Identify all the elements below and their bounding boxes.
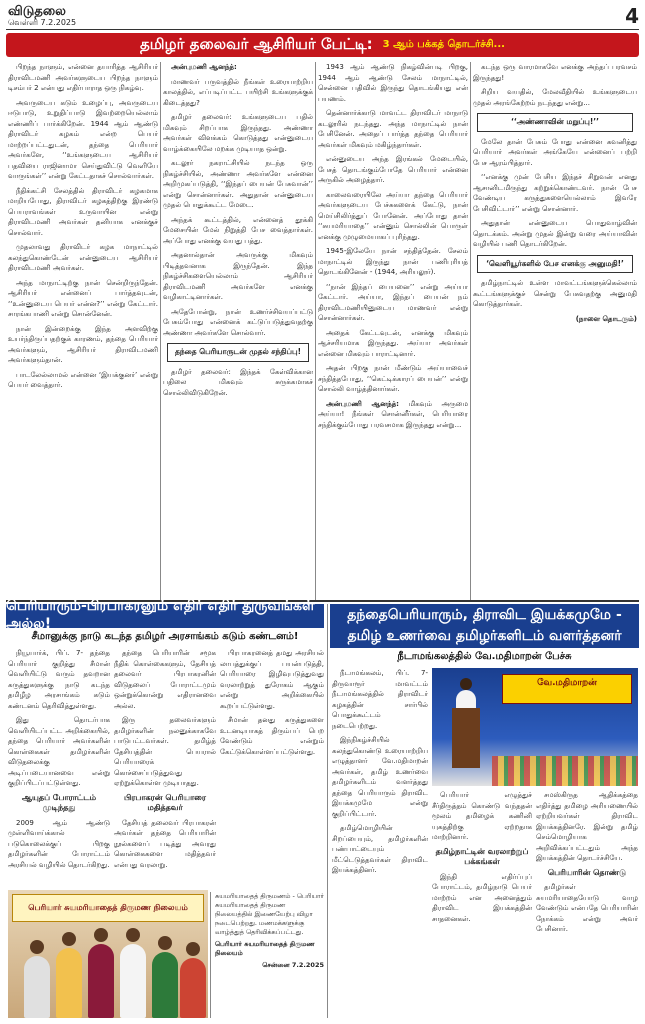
paragraph: என்னுடைய அந்த இரங்கல் மேடையில், பேசத் தொடங்கும்போதே பெரியார் என்னை அருகில் அழைத்தார். bbox=[318, 155, 468, 184]
question-speaker: அன்புமணி ஆனந்த்: bbox=[326, 399, 399, 408]
paragraph: தமிழர்கள் சுயமரியாதையோடு வாழ வேண்டும் என்பதே பெரியாரின் நோக்கம் என்று அவர் பேசினார். bbox=[536, 883, 638, 933]
paragraph: தமிழ்நாட்டில் உள்ள மாவட்டங்களுக்கெல்லாம் கூட்டங்களுக்குச் சென்று பேசுவதற்கு அனுமதி கொடுத்தார்கள். bbox=[473, 279, 637, 308]
paragraph: இந்தி எதிர்ப்புப் போராட்டம், தமிழ்நாடு பெயர் மாற்றம் என அனைத்தும் திராவிட இயக்கத்தின் சாதனைகள். bbox=[432, 872, 532, 923]
photo-caption bbox=[210, 892, 324, 1018]
paragraph: அதுதான் என்னுடைய பொதுவாழ்வின் தொடக்கம். அன்று முதல் இன்று வரை அய்யாவின் வழியில் பணி தொடர்கிறேன். bbox=[473, 219, 637, 248]
paragraph: முதலாவது திராவிடர் கழக மாநாட்டில் கலந்துகொண்டேன் என்னுடைய ஆசிரியர் திராவிடமணி அவர்கள். bbox=[8, 243, 158, 272]
flower-decoration bbox=[492, 756, 638, 786]
speaker-figure bbox=[460, 678, 472, 690]
story-a-subheading: பிரபாகரன் பெரியாரை மதித்தவர் bbox=[123, 792, 207, 812]
paragraph: நீதிக்கட்சி சேலத்தில் திராவிடர் கழகமாக மாறியபோது, திராவிடர் கழகத்திற்கு இரண்டு பெயராவங்கள் உருவாயின என்று திராவிடமணி அவர்கள் தனியாக எனக்குச் சொல்வார். bbox=[8, 186, 158, 237]
subheading-box: தந்தை பெரியாருடன் முதல் சந்திப்பு! bbox=[167, 343, 309, 362]
paragraph: அதனால்தான் அவருக்கு மிகவும் பிடித்தவனாக இருந்தேன். இந்த நிகழ்ச்சிகளையெல்லாம் ஆசிரியர் திராவிடமணி அவர்களே எனக்கு வழிகாட்டினார்கள். bbox=[163, 251, 313, 301]
wedding-photo bbox=[8, 890, 208, 1018]
paragraph: இது தொடர்பாக வெளியிடப்பட்ட அறிக்கையில், தந்தை பெரியார் அவர்களின் கொள்கைகள் தமிழர்களின் விடுதலைக்கு அடிப்படையானவை என்று குறிப்பிடப்பட்டுள்ளது. bbox=[8, 716, 110, 787]
column-divider bbox=[327, 604, 328, 1018]
story-a-subheadline: சீமானுக்கு நாடு கடந்த தமிழர் அரசாங்கம் கடும் கண்டனம்! bbox=[31, 631, 299, 642]
subheading-box: ‘வெளியூர்களில் பேச எனக்கு அனுமதி!’ bbox=[477, 255, 633, 274]
paragraph: கடலூர் நகராட்சியில் நடந்த ஒரு நிகழ்ச்சியில், அண்ணா அவர்களே என்னை அறிமுகப்படுத்தி, ‘‘இந்தப் பையன் பேசுவான்’’ என்று சொன்னார்கள். அதுதான் என்னுடைய முதல் பொதுக்கூட்ட மேடை. bbox=[163, 159, 313, 209]
masthead-rule bbox=[6, 29, 639, 30]
caption-tagline: பெரியார் சுயமரியாதைத் திருமண நிலையம் bbox=[215, 940, 315, 957]
story-b-headline: தந்தைபெரியாரும், திராவிட இயக்கமுமே - தமிழ் உணர்வை தமிழர்களிடம் வளர்த்தனர் bbox=[330, 604, 639, 648]
page-number: 4 bbox=[625, 4, 639, 28]
interview-column-4 bbox=[473, 62, 637, 600]
paragraph: 1945-இலேயே நான் சந்தித்தேன். சேலம் மாநாட்டில் இருந்து நான் பணிபுரியத் தொடங்கினேன் - (1944, அரியலூர்). bbox=[318, 247, 468, 276]
paragraph: 1943 ஆம் ஆண்டு நிகழ்வின்படி பிறகு, 1944 ஆம் ஆண்டு சேலம் மாநாட்டில், சென்னை பதிவில் இருந்து தொடங்கியது என் பயணம். bbox=[318, 63, 468, 103]
paragraph: நீடாமங்கலம், பிப். 7- திருவாரூர் மாவட்டம் நீடாமங்கலத்தில் திராவிடர் கழகத்தின் சார்பில் பொதுக்கூட்டம் நடைபெற்றது. bbox=[332, 669, 428, 730]
paragraph: தமிழர் தலைவர்: உங்களுடைய பதில் மிகவும் சிறப்பாக இருந்தது. அண்ணா அவர்கள் விளக்கம் கொடுத்தது என்னுடைய வாழ்க்கையிலே மறக்க முடியாத ஒன்று. bbox=[163, 113, 313, 153]
paragraph: தந்தை பெரியாரின் சமூக நீதிக் கொள்கைகளும், தேசியத் தலைவர் பிரபாகரனின் விடுதலைப் போராட்டமும் ஒன்றுக்கொன்று எதிரானவை அல்ல. bbox=[114, 649, 216, 710]
question-speaker: அன்புமணி ஆனந்த்: bbox=[171, 63, 237, 71]
story-a-subheading: ஆயுதப் போராட்டம் முடிந்தது bbox=[21, 792, 97, 812]
question-text: மிகவும் அருமை அய்யா! நீங்கள் சொன்னீர்கள், பெரியாரை சந்திக்கும்போது பரவசமாக இருந்தது என்று... bbox=[318, 399, 468, 429]
paragraph: சீமான் தனது கருத்துகளை உடனடியாகத் திரும்பப் பெற வேண்டும் என்றும் கேட்டுக்கொள்ளப்பட்டுள்ளது. bbox=[220, 716, 324, 756]
interview-banner bbox=[6, 33, 639, 57]
interview-column-2 bbox=[163, 62, 313, 600]
paragraph: மாணவர் பருவத்தில் நீங்கள் உரையாற்றிய காலத்தில், எப்படிப்பட்ட பயிற்சி உங்களுக்குக் கிடைத்தது? bbox=[163, 77, 313, 107]
paragraph: நான் இன்றைக்கு இந்த அளவிற்கு உயர்ந்திருப்பதற்குக் காரணம், தந்தை பெரியார் அவர்களும், ஆசிரியர் திராவிடமணி அவர்களும்தான். bbox=[8, 324, 158, 364]
subheading-box: ‘‘அண்ணாவின் மறுப்பு!’’ bbox=[477, 113, 633, 132]
paragraph: பாடலேல்லாமல் என்னை ‘இயக்குனர்’ என்று பெயர் வைத்தார். bbox=[8, 370, 158, 389]
story-b-subheading: பெரியாரின் தொண்டு bbox=[547, 867, 627, 877]
paragraph: தமிழ்மொழியின் சிறப்பையும், தமிழர்களின் பண்பாட்டையும் மீட்டெடுத்தவர்கள் திராவிட இயக்கத்தினர். bbox=[332, 824, 428, 874]
paragraph: அவருடைய கடும் உழைப்பு, அவருடைய ஈடுபாடு, உறுதிப்பாடு இவற்றையெல்லாம் எண்ணிப் பார்க்கிறேன். 1944 ஆம் ஆண்டு திராவிடர் கழகம் என்ற பெயர் மாற்றப்பட்டதுடன், தந்தை பெரியார் அவர்களே, ‘‘உங்களுடைய ஆசிரியர் பதவியை ராஜினாமா செய்துவிட்டு வெளியே வாருங்கள்’’ என்று கேட்டதாகச் சொல்வார்கள். bbox=[8, 98, 158, 180]
paragraph: ‘‘எனக்கு முன் பேசிய இந்தச் சிறுவன் எனது ஆசானிடமிருந்து கற்றுக்கொண்டவர். நான் பேச வேண்டிய கருத்துகளையெல்லாம் இவரே பேசிவிட்டார்’’ என்று சொன்னார். bbox=[473, 173, 637, 213]
caption-text: சுயமரியாதைத் திருமணம் - பெரியார் சுயமரியாதைத் திருமண நிலையத்தில் இணையேற்பு விழா நடைபெற்றது. மணமக்களுக்கு வாழ்த்துத் தெரிவிக்கப்பட்டது. bbox=[215, 892, 324, 936]
column-divider bbox=[315, 62, 316, 600]
paragraph: இந்நிகழ்ச்சியில் கலந்துகொண்டு உரையாற்றிய எழுத்தாளர் வே.மதிமாறன் அவர்கள், தமிழ் உணர்வை தமிழர்களிடம் வளர்த்தது தந்தை பெரியாரும் திராவிட இயக்கமுமே என்று குறிப்பிட்டார். bbox=[332, 736, 428, 818]
paragraph: சிறிய வயதில், மேலவீதியில் உங்களுடைய முதல் அரங்கேற்றம் நடந்தது என்று... bbox=[473, 88, 637, 107]
paper-date: வெள்ளி 7.2.2025 bbox=[8, 18, 77, 27]
paragraph: ‘‘நான் இந்தப் பையனை’’ என்று அய்யா கேட்டார். அய்யா, இந்தப் பையன் நம் திராவிடமணியினுடைய மாணவர் என்று சொன்னார்கள். bbox=[318, 282, 468, 322]
paragraph: காலைவரையிலே அய்யா தந்தை பெரியார் அவர்களுடைய பேச்சுகளைக் கேட்டு, நான் மெய்சிலிர்த்துப் போனேன். அப்போது தான் ‘‘சுயமரியாதை’’ என்னும் சொல்லின் பொருள் எனக்கு முழுமையாகப் புரிந்தது. bbox=[318, 190, 468, 241]
person-figure bbox=[180, 958, 206, 1018]
story-a-column-3 bbox=[220, 648, 324, 888]
interview-column-1 bbox=[8, 62, 158, 600]
paragraph: தேசியத் தலைவர் பிரபாகரன் அவர்கள் தந்தை பெரியாரின் நூல்களைப் படித்து அவரது கொள்கைகளை மதித்தவர் என்பது வரலாறு. bbox=[114, 818, 216, 869]
paragraph: அதன் பிறகு நான் மீண்டும் அய்யாவைச் சந்தித்தபோது, ‘‘கெட்டிக்காரப் பையன்’’ என்று சொல்லி வாழ்த்தினார்கள். bbox=[318, 364, 468, 393]
caption-place-date: சென்னை 7.2.2025 bbox=[262, 961, 324, 969]
person-figure bbox=[120, 944, 146, 1018]
photo-banner: பெரியார் சுயமரியாதைத் திருமண நிலையம் bbox=[12, 894, 204, 922]
paragraph: நியூயார்க், பிப். 7- தந்தை பெரியார் குறித்து சீமான் வெளியிட்டு வரும் தவறான கருத்துகளுக்கு நாடு கடந்த தமிழீழ அரசாங்கம் கடும் கண்டனம் தெரிவித்துள்ளது. bbox=[8, 649, 110, 710]
story-b-column-2 bbox=[432, 790, 532, 1018]
paragraph: பிரபாகரனைத் தமது அரசியல் லாபத்துக்குப் பயன்படுத்தி, பெரியாரை இழிவுபடுத்துவது வரலாற்றுத் துரோகம் ஆகும் என்று அறிக்கையில் கூறப்பட்டுள்ளது. bbox=[220, 649, 324, 710]
paragraph: இரு தலைவர்களும் தமிழர்களின் நலனுக்காகவே பாடுபட்டவர்கள். தமிழ்த் தேசியத்தின் பெயரால் பெரியாரைக் கொச்சைப்படுத்துவது ஏற்றுக்கொள்ள முடியாதது. bbox=[114, 716, 216, 787]
story-b-column-1 bbox=[332, 668, 428, 1018]
story-b-column-3 bbox=[536, 790, 638, 1018]
continued-note: (நாளை தொடரும்) bbox=[575, 314, 637, 323]
paragraph: மேலே தான் பேசும் போது என்னை கவனித்து பெரியார் அவர்கள் அங்கேயே என்னைப் பற்றி பேச ஆரம்பித்தார். bbox=[473, 137, 637, 167]
paragraph: அதேபோன்று, நான் உணர்ச்சிவயப்பட்டு பேசும்போது என்னைக் கட்டுப்படுத்துவதற்கு அண்ணா அவர்களே சொல்வார். bbox=[163, 307, 313, 337]
column-divider bbox=[160, 62, 161, 600]
person-figure bbox=[152, 952, 178, 1018]
paragraph: தென்னார்க்காடு மாவட்ட திராவிடர் மாநாடு கடலூரில் நடந்தது. அந்த மாநாட்டில் நான் பேசினேன். அதைப் பார்த்த தந்தை பெரியார் அவர்கள் மிகவும் மகிழ்ந்தார்கள். bbox=[318, 109, 468, 149]
paragraph: கடந்த ஒரு வாரமாகவே எனக்கு அந்தப் பரவசம் இருந்தது! bbox=[473, 63, 637, 82]
story-b-subheadline: நீடாமங்கலத்தில் வே.மதிமாறன் பேச்சு bbox=[397, 651, 572, 662]
interview-continuation: 3 ஆம் பக்கத் தொடர்ச்சி... bbox=[382, 39, 505, 50]
event-photo bbox=[432, 668, 638, 786]
person-figure bbox=[88, 944, 114, 1018]
interview-title: தமிழர் தலைவர் ஆசிரியர் பேட்டி: bbox=[140, 35, 373, 53]
story-b-subheading: தமிழ்நாட்டின் வரலாற்றுப் பக்கங்கள் bbox=[435, 846, 529, 866]
paragraph: 2009 ஆம் ஆண்டு முள்ளிவாய்க்கால் படுகொலைக்குப் பிறகு தமிழர்களின் போராட்டம் அரசியல் வழியில் தொடர்கிறது. bbox=[8, 818, 110, 869]
paragraph: அதைக் கேட்டவுடன், எனக்கு மிகவும் ஆச்சரியமாக இருந்தது. அய்யா அவர்கள் என்னை மிகவும் பாராட்டினார். bbox=[318, 328, 468, 358]
interview-column-3 bbox=[318, 62, 468, 600]
paragraph: அந்த மாநாட்டிற்கு நான் சென்றிருந்தேன். ஆசிரியர் என்னைப் பார்த்தவுடன், ‘‘உன்னுடைய பெயர் என்ன?’’ என்று கேட்டார். சாரங்கபாணி என்று சொன்னேன். bbox=[8, 278, 158, 318]
podium bbox=[452, 708, 480, 768]
paper-name: விடுதலை bbox=[8, 4, 66, 19]
story-a-headline: பெரியாரும்-பிரபாகரனும் எதிர் எதிர் துருவங்கள் அல்ல! bbox=[6, 604, 324, 628]
person-figure bbox=[24, 956, 50, 1018]
paragraph: சமஸ்கிருத ஆதிக்கத்தை எதிர்த்து தமிழை அரியணையில் ஏற்றியவர்கள் திராவிட இயக்கத்தினரே. இன்று தமிழ் செம்மொழியாக அறிவிக்கப்பட்டதும் அந்த இயக்கத்தின் தொடர்ச்சியே. bbox=[536, 791, 638, 862]
paragraph: தமிழர் தலைவர்: இந்தக் கேள்விக்கான பதிலை மிகவும் சுருக்கமாகச் சொல்லிவிடுகிறேன். bbox=[163, 367, 313, 397]
paragraph: பிறந்த நாளும், என்னை தயாரித்த ஆசிரியர் திராவிடமணி அவர்களுடைய பிறந்த நாளும் டிசம்பர் 2 என்பது எதிர்பாராத ஒரு நிகழ்வு. bbox=[8, 63, 158, 92]
masthead bbox=[6, 4, 639, 30]
column-divider bbox=[470, 62, 471, 600]
stage-banner: வே.மதிமாறன் bbox=[502, 674, 632, 704]
paragraph: அந்தக் கூட்டத்தில், என்னைத் தூக்கி மேசையின் மேல் நிறுத்தி பேச வைத்தார்கள். அப்போது எனக்கு வயது பத்து. bbox=[163, 215, 313, 245]
paragraph: பெரியார் எழுத்துச் சீர்திருத்தம் கொண்டு வந்ததன் மூலம் தமிழைக் கணினி யுகத்திற்கு ஏற்றதாக மாற்றினார். bbox=[432, 791, 532, 841]
person-figure bbox=[56, 948, 82, 1018]
